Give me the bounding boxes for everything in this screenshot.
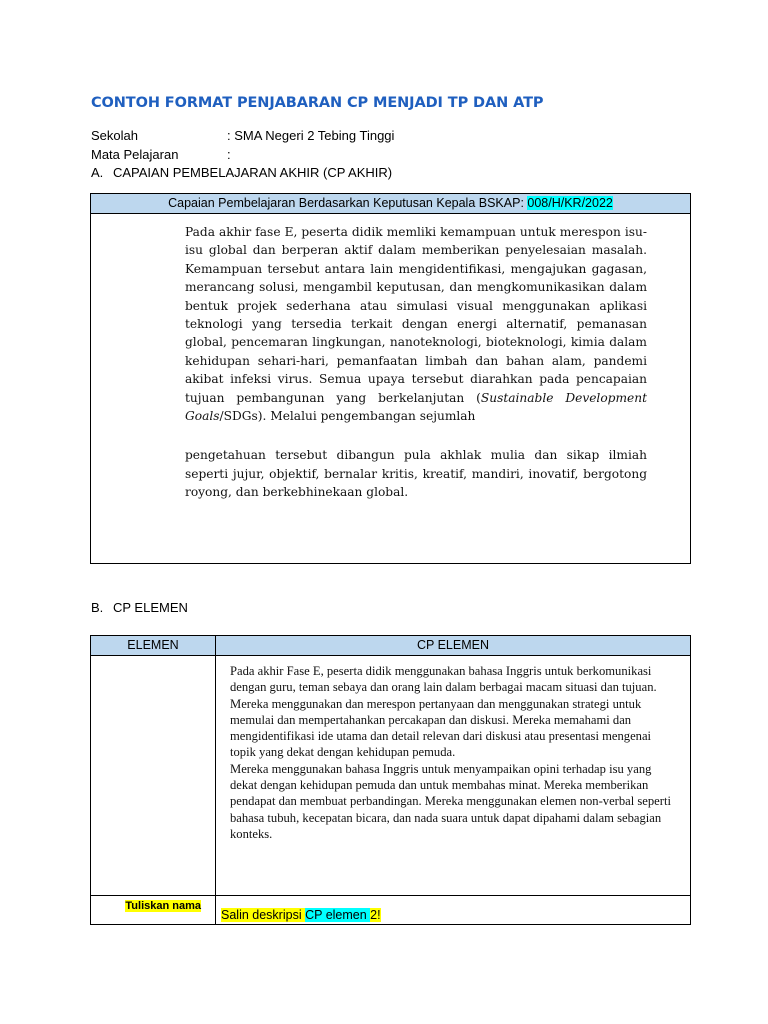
bskap-code: 008/H/KR/2022 (527, 196, 613, 210)
cp-elemen-header: CP ELEMEN (216, 636, 691, 656)
sdg-italic: Sustainable Development Goals (185, 390, 647, 424)
section-b-title: CP ELEMEN (113, 600, 188, 615)
cp-text-end: ). Melalui pengembangan sejumlah (257, 409, 476, 424)
instruction-part-3: 2! (370, 908, 381, 922)
section-a-title: CAPAIAN PEMBELAJARAN AKHIR (CP AKHIR) (113, 165, 393, 180)
cp-akhir-table (90, 193, 691, 564)
cp-elemen-table (90, 635, 691, 925)
cp-elemen-2-instruction (221, 908, 690, 922)
cp-akhir-header-text: Capaian Pembelajaran Berdasarkan Keputusan Kepala BSKAP: (168, 196, 528, 210)
sdg-abbr: /SDGs (219, 409, 258, 424)
school-label: Sekolah (91, 128, 138, 143)
elemen-name-placeholder: Tuliskan nama (125, 900, 201, 912)
instruction-part-2: CP elemen (305, 908, 371, 922)
section-b-letter: B. (91, 600, 104, 615)
cp-akhir-paragraph-1 (185, 223, 647, 425)
school-value: : SMA Negeri 2 Tebing Tinggi (227, 128, 395, 143)
cp-akhir-paragraph-2: pengetahuan tersebut dibangun pula akhlak mulia dan sikap ilmiah seperti jujur, objektif, bernalar kritis, kreatif, mandiri, inovatif, bergotong royong, dan berkebhinekaan global. (185, 448, 647, 500)
section-b-heading (91, 600, 188, 615)
section-a-heading (91, 165, 392, 180)
subject-label: Mata Pelajaran (91, 147, 179, 162)
instruction-part-1: Salin deskripsi (221, 908, 306, 922)
cp-elemen-2-cell (216, 896, 691, 925)
cp-elemen-cell (216, 656, 691, 896)
section-a-letter: A. (91, 165, 104, 180)
cp-text-part: Pada akhir fase E, peserta didik memliki kemampuan untuk merespon isu-isu global dan berperan aktif dalam memberikan penyelesaian masalah. Kemampuan tersebut antara lain mengidentifikasi, mengajukan gagasan, merancang solusi, mengambil keputusan, dan mengkomunikasikan dalam bentuk projek sederhana atau simulasi visual menggunakan aplikasi teknologi yang tersedia terkait dengan energi alternatif, pemanasan global, pencemaran lingkungan, nanoteknologi, bioteknologi, kimia dalam kehidupan sehari-hari, pemanfaatan limbah dan bahan alam, pandemi akibat infeksi virus. Semua upaya tersebut diarahkan pada pencapaian tujuan pembangunan yang berkelanjutan ( (185, 225, 647, 405)
cp-akhir-header (91, 194, 691, 214)
elemen-name-cell (91, 896, 216, 925)
cp-akhir-body (91, 214, 691, 564)
cp-elemen-text: Pada akhir Fase E, peserta didik menggunakan bahasa Inggris untuk berkomunikasi dengan guru, teman sebaya dan orang lain dalam berbagai macam situasi dan tujuan. Mereka menggunakan dan merespon pertanyaan dan menggunakan strategi untuk memulai dan mempertahankan percakapan dan diskusi. Mereka memahami dan mengidentifikasi ide utama dan detail relevan dari diskusi atau presentasi mengenai topik yang dekat dengan kehidupan pemuda. Mereka menggunakan bahasa Inggris untuk menyampaikan opini terhadap isu yang dekat dengan kehidupan pemuda dan untuk membahas minat. Mereka memberikan pendapat dan membuat perbandingan. Mereka menggunakan elemen non-verbal seperti bahasa tubuh, kecepatan bicara, dan nada suara untuk dapat dipahami dalam sebagian konteks. (230, 664, 671, 841)
elemen-cell (91, 656, 216, 896)
subject-value: : (227, 147, 231, 162)
page-title: CONTOH FORMAT PENJABARAN CP MENJADI TP DAN ATP (91, 95, 544, 111)
elemen-header: ELEMEN (91, 636, 216, 656)
